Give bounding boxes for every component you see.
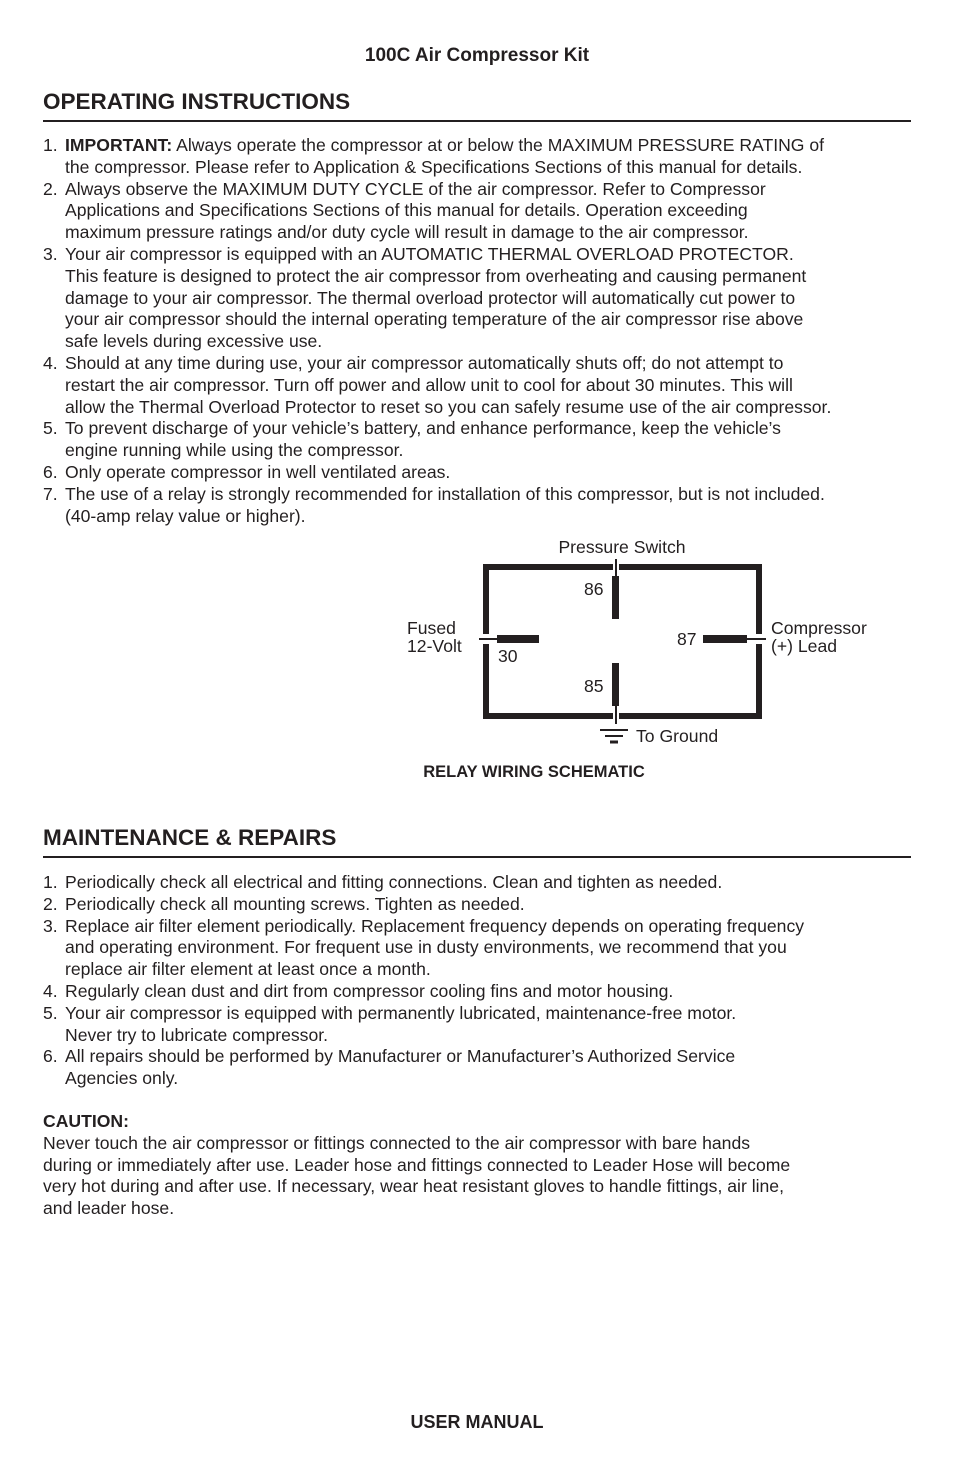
item-line (65, 135, 915, 157)
caution-text (43, 1133, 915, 1220)
item-text: safe levels during excessive use. (65, 331, 323, 352)
item-text: Periodically check all electrical and fitting connections. Clean and tighten as needed. (65, 872, 723, 892)
item-line (65, 244, 915, 266)
pin-87-label: 87 (677, 629, 697, 649)
caution-line: during or immediately after use. Leader hose and fittings connected to Leader Hose will become (43, 1154, 791, 1175)
item-text: Regularly clean dust and dirt from compressor cooling fins and motor housing. (65, 980, 674, 1001)
item-line (65, 179, 915, 201)
list-item (43, 872, 915, 894)
item-text: Your air compressor is equipped with permanently lubricated, maintenance-free motor. (65, 1002, 737, 1023)
wire-bottom-right (619, 644, 759, 716)
item-line (65, 309, 915, 331)
item-text: replace air filter element at least once a month. (65, 959, 431, 980)
list-item (43, 981, 915, 1003)
wire-top-right (619, 567, 759, 634)
pin-87-bar (703, 635, 747, 643)
list-item (43, 894, 915, 916)
caution-line: very hot during and after use. If necessary, wear heat resistant gloves to handle fittings, air line, (43, 1176, 784, 1197)
item-number: 6. (43, 1046, 58, 1067)
item-text: Your air compressor is equipped with an AUTOMATIC THERMAL OVERLOAD PROTECTOR. (65, 243, 794, 264)
caution-block (43, 1111, 915, 1220)
item-line (65, 506, 915, 528)
item-line (65, 959, 915, 981)
item-text: The use of a relay is strongly recommended for installation of this compressor, but is not included. (65, 483, 825, 504)
caution-title: CAUTION: (43, 1111, 130, 1131)
list-item (43, 1046, 915, 1090)
item-text: Always operate the compressor at or below the MAXIMUM PRESSURE RATING of (176, 135, 825, 155)
item-number: 6. (43, 461, 58, 482)
item-line (65, 1046, 915, 1068)
item-number: 4. (43, 980, 58, 1001)
wire-top-left (486, 567, 613, 634)
operating-instructions-list (43, 135, 915, 527)
item-number: 5. (43, 1002, 58, 1023)
relay-wiring-schematic (380, 528, 900, 750)
item-text: This feature is designed to protect the air compressor from overheating and causing permanent (65, 265, 807, 286)
item-line (65, 266, 915, 288)
list-item (43, 353, 915, 418)
ground-icon (600, 730, 628, 742)
item-text: Never try to lubricate compressor. (65, 1024, 329, 1045)
item-number: 7. (43, 483, 58, 504)
pin-86-bar (612, 576, 619, 619)
item-text: the compressor. Please refer to Application & Specifications Sections of this manual for details. (65, 156, 803, 177)
to-ground-label: To Ground (636, 726, 719, 746)
item-line (65, 894, 915, 916)
item-number: 2. (43, 178, 58, 199)
item-line (65, 288, 915, 310)
pressure-switch-label: Pressure Switch (558, 537, 686, 557)
list-item (43, 244, 915, 353)
fused-label: Fused (407, 618, 456, 638)
item-line (65, 1025, 915, 1047)
item-line (65, 397, 915, 419)
pin-30-bar (497, 635, 539, 643)
item-line (65, 1068, 915, 1090)
item-text: (40-amp relay value or higher). (65, 505, 306, 526)
item-line (65, 484, 915, 506)
item-number: 2. (43, 893, 58, 914)
list-item (43, 462, 915, 484)
positive-lead-label: (+) Lead (771, 636, 838, 656)
twelve-volt-label: 12-Volt (407, 636, 462, 656)
item-line (65, 157, 915, 179)
list-item (43, 135, 915, 179)
document-title: 100C Air Compressor Kit (364, 45, 590, 66)
caution-line: Never touch the air compressor or fittings connected to the air compressor with bare hands (43, 1132, 751, 1153)
item-text: and operating environment. For frequent use in dusty environments, we recommend that you (65, 937, 787, 958)
item-line (65, 872, 915, 894)
item-text: allow the Thermal Overload Protector to reset so you can safely resume use of the air compressor. (65, 396, 832, 417)
item-number: 5. (43, 418, 58, 439)
item-text: All repairs should be performed by Manufacturer or Manufacturer’s Authorized Service (65, 1046, 736, 1067)
item-text: To prevent discharge of your vehicle’s battery, and enhance performance, keep the vehicle’s (65, 418, 781, 439)
item-line (65, 440, 915, 462)
maintenance-repairs-heading: MAINTENANCE & REPAIRS (43, 823, 911, 858)
item-text: restart the air compressor. Turn off power and allow unit to cool for about 30 minutes. This will (65, 374, 793, 395)
item-line (65, 916, 915, 938)
footer-label: USER MANUAL (410, 1412, 544, 1432)
item-text: maximum pressure ratings and/or duty cycle will result in damage to the air compressor. (65, 222, 749, 243)
compressor-label: Compressor (771, 618, 867, 638)
list-item (43, 179, 915, 244)
schematic-title: RELAY WIRING SCHEMATIC (423, 763, 645, 781)
item-number: 4. (43, 352, 58, 373)
item-text: damage to your air compressor. The thermal overload protector will automatically cut power to (65, 287, 796, 308)
item-line (65, 331, 915, 353)
item-line (65, 462, 915, 484)
item-number: 3. (43, 243, 58, 264)
item-line (65, 981, 915, 1003)
item-text: Only operate compressor in well ventilated areas. (65, 461, 451, 482)
item-text: Replace air filter element periodically. Replacement frequency depends on operating frequency (65, 915, 805, 936)
item-line (65, 937, 915, 959)
item-number: 1. (43, 135, 58, 155)
operating-instructions-heading: OPERATING INSTRUCTIONS (43, 87, 911, 122)
list-item (43, 484, 915, 528)
pin-86-label: 86 (584, 579, 604, 599)
item-text: Applications and Specifications Sections of this manual for details. Operation exceeding (65, 200, 748, 221)
item-text: your air compressor should the internal operating temperature of the air compressor rise above (65, 309, 804, 330)
pin-85-bar (612, 663, 619, 706)
item-text: Should at any time during use, your air compressor automatically shuts off; do not attempt to (65, 352, 784, 373)
item-text: Always observe the MAXIMUM DUTY CYCLE of the air compressor. Refer to Compressor (65, 178, 766, 199)
list-item (43, 418, 915, 462)
item-line (65, 418, 915, 440)
item-emphasis: IMPORTANT: (65, 135, 173, 155)
caution-line: and leader hose. (43, 1198, 175, 1219)
list-item (43, 1003, 915, 1047)
item-number: 1. (43, 872, 58, 892)
list-item (43, 916, 915, 981)
item-number: 3. (43, 915, 58, 936)
item-line (65, 200, 915, 222)
item-line (65, 375, 915, 397)
item-text: engine running while using the compressor. (65, 440, 404, 461)
item-line (65, 1003, 915, 1025)
pin-30-label: 30 (498, 646, 518, 666)
pin-85-label: 85 (584, 676, 604, 696)
item-line (65, 222, 915, 244)
maintenance-list (43, 872, 915, 1090)
item-line (65, 353, 915, 375)
item-text: Periodically check all mounting screws. Tighten as needed. (65, 893, 525, 914)
item-text: Agencies only. (65, 1068, 179, 1089)
